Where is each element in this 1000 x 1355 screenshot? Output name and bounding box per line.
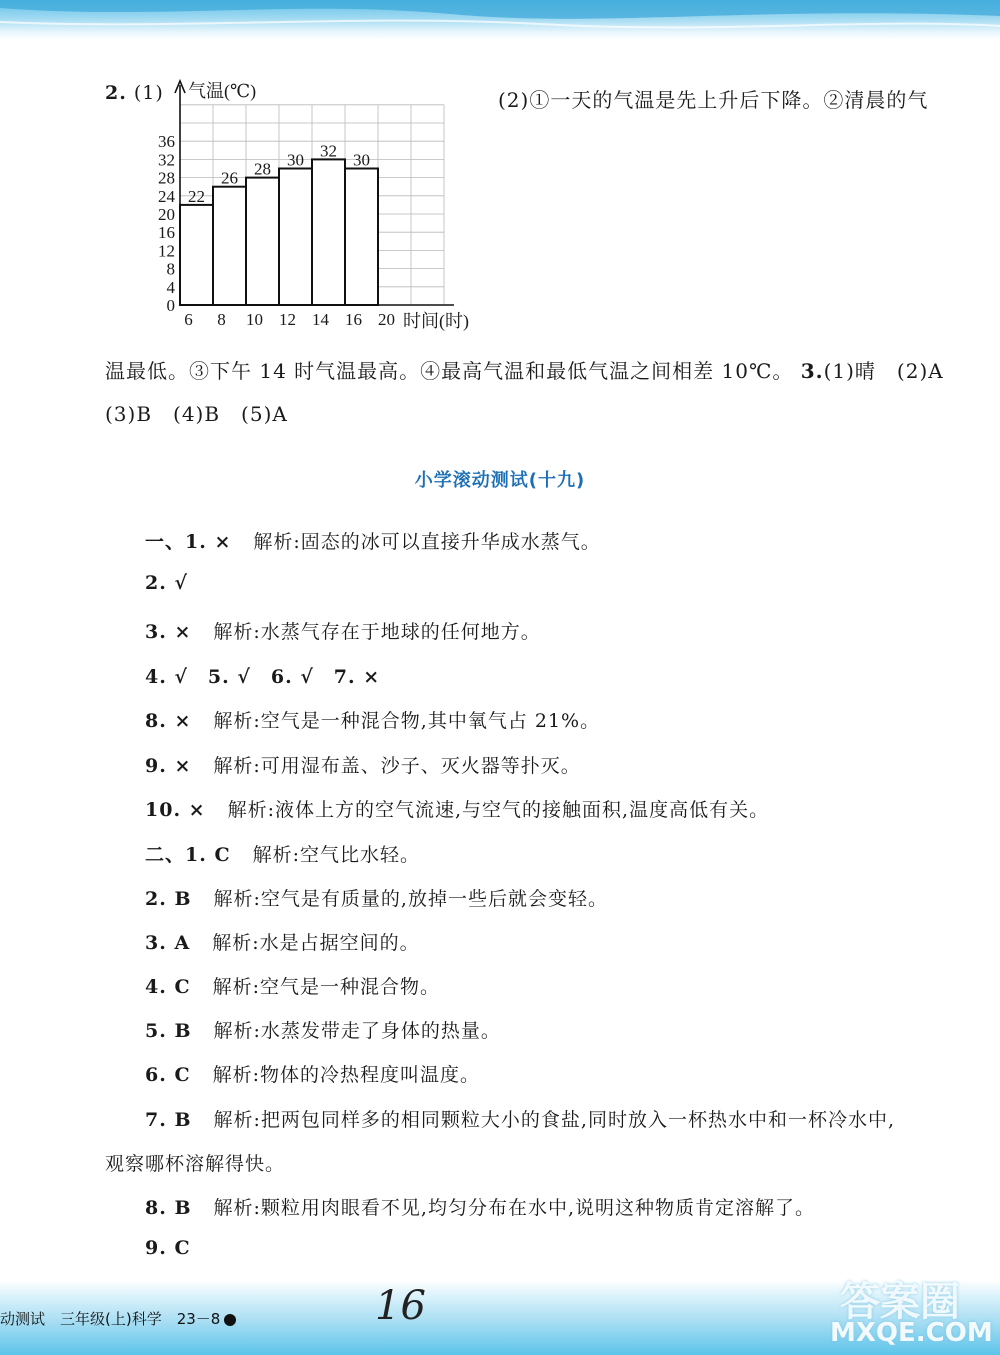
y-tick-label: 32 bbox=[158, 150, 175, 170]
page-number: 16 bbox=[375, 1283, 426, 1329]
chart-bars bbox=[180, 159, 378, 305]
bar-12 bbox=[279, 169, 312, 306]
bar-value-label: 30 bbox=[287, 150, 304, 170]
answer-number: 3. × bbox=[145, 621, 192, 643]
y-tick-label: 16 bbox=[158, 223, 175, 243]
list-item bbox=[145, 1105, 895, 1132]
explanation-text: 解析:水蒸发带走了身体的热量。 bbox=[213, 1020, 501, 1042]
explanation-text: 解析:空气是一种混合物。 bbox=[212, 976, 440, 998]
list-item bbox=[145, 751, 581, 778]
bar-value-label: 30 bbox=[353, 150, 370, 170]
list-item bbox=[145, 662, 380, 689]
list-item bbox=[105, 1149, 285, 1176]
answer-number: 4. C bbox=[145, 976, 191, 998]
x-tick-label: 6 bbox=[184, 310, 193, 329]
explanation-text: 解析:固态的冰可以直接升华成水蒸气。 bbox=[253, 531, 601, 553]
bar-10 bbox=[246, 178, 279, 305]
answer-number: 二、1. C bbox=[145, 844, 231, 866]
answer-number: 9. C bbox=[145, 1237, 191, 1259]
answer-number: 2. √ bbox=[145, 572, 188, 594]
answer-number: 一、1. × bbox=[145, 531, 232, 553]
y-tick-label: 24 bbox=[158, 186, 175, 206]
answer-number: 2. B bbox=[145, 888, 192, 910]
list-item bbox=[145, 1237, 191, 1259]
y-tick-label: 8 bbox=[166, 259, 175, 279]
explanation-text: 解析:把两包同样多的相同颗粒大小的食盐,同时放入一杯热水中和一杯冷水中, bbox=[213, 1109, 895, 1131]
answer-number: 5. B bbox=[145, 1020, 192, 1042]
y-tick-label: 20 bbox=[158, 205, 175, 224]
top-decorative-band bbox=[0, 0, 1000, 40]
temperature-bar-chart bbox=[140, 75, 500, 337]
y-tick-labels bbox=[158, 132, 176, 315]
list-item bbox=[145, 928, 420, 955]
question-2-part-2: (2)①一天的气温是先上升后下降。②清晨的气 bbox=[498, 88, 929, 112]
bar-14 bbox=[312, 159, 345, 305]
bar-value-label: 28 bbox=[254, 159, 271, 179]
bar-value-label: 26 bbox=[221, 168, 238, 188]
list-item bbox=[145, 840, 420, 867]
x-tick-label: 10 bbox=[246, 310, 263, 329]
question-part-1: (1) bbox=[133, 82, 164, 104]
answer-number: 10. × bbox=[145, 799, 206, 821]
explanation-text: 解析:水蒸气存在于地球的任何地方。 bbox=[213, 621, 541, 643]
bar-6 bbox=[180, 205, 213, 305]
list-item bbox=[145, 572, 188, 594]
list-item bbox=[145, 706, 600, 733]
explanation-text: 解析:空气是有质量的,放掉一些后就会变轻。 bbox=[213, 888, 608, 910]
question-2-continuation bbox=[105, 355, 944, 384]
continuation-text: 温最低。③下午 14 时气温最高。④最高气温和最低气温之间相差 10℃。 bbox=[105, 359, 794, 383]
x-tick-label: 8 bbox=[217, 310, 226, 329]
question-3-answers: (1)晴 (2)A bbox=[823, 359, 944, 383]
x-tick-label: 16 bbox=[345, 310, 362, 329]
x-tick-label: 12 bbox=[279, 310, 296, 329]
explanation-text: 解析:颗粒用肉眼看不见,均匀分布在水中,说明这种物质肯定溶解了。 bbox=[213, 1197, 815, 1219]
answer-number: 3. A bbox=[145, 932, 191, 954]
answer-number: 7. B bbox=[145, 1109, 192, 1131]
watermark-text: MXQE.COM bbox=[830, 1318, 993, 1348]
y-tick-label: 36 bbox=[158, 132, 175, 152]
x-tick-labels bbox=[184, 310, 395, 329]
bar-value-label: 22 bbox=[188, 186, 205, 206]
question-number: 2. bbox=[105, 82, 127, 104]
x-axis-label: 时间(时) bbox=[403, 311, 469, 331]
explanation-text: 解析:液体上方的空气流速,与空气的接触面积,温度高低有关。 bbox=[227, 799, 770, 821]
bullet-icon bbox=[224, 1314, 236, 1326]
list-item bbox=[145, 1060, 480, 1087]
list-item bbox=[145, 1016, 501, 1043]
answer-number: 4. √ 5. √ 6. √ 7. × bbox=[145, 666, 381, 688]
footer-text: 动测试 三年级(上)科学 23－8 bbox=[0, 1310, 221, 1328]
list-item bbox=[145, 884, 608, 911]
list-item bbox=[145, 527, 601, 554]
answer-number: 8. B bbox=[145, 1197, 192, 1219]
explanation-text: 解析:空气比水轻。 bbox=[252, 844, 420, 866]
x-tick-label: 20 bbox=[378, 310, 395, 329]
explanation-text: 解析:物体的冷热程度叫温度。 bbox=[212, 1064, 480, 1086]
question-3-answers-line2: (3)B (4)B (5)A bbox=[105, 402, 288, 426]
section-title: 小学滚动测试(十九) bbox=[414, 470, 586, 491]
watermark-logo: 答案圈 bbox=[840, 1279, 960, 1325]
answer-number: 6. C bbox=[145, 1064, 191, 1086]
bar-value-label: 32 bbox=[320, 141, 337, 161]
list-item bbox=[145, 617, 541, 644]
y-tick-label: 28 bbox=[158, 168, 175, 188]
list-item bbox=[145, 972, 440, 999]
bar-16 bbox=[345, 169, 378, 306]
explanation-text: 解析:空气是一种混合物,其中氧气占 21%。 bbox=[213, 710, 601, 732]
footer-info bbox=[0, 1308, 236, 1329]
explanation-text: 解析:可用湿布盖、沙子、灭火器等扑灭。 bbox=[213, 755, 581, 777]
bar-8 bbox=[213, 187, 246, 305]
list-item bbox=[145, 795, 769, 822]
y-axis-label: 气温(℃) bbox=[188, 81, 257, 101]
x-tick-label: 14 bbox=[312, 310, 329, 329]
y-tick-label: 12 bbox=[158, 241, 175, 261]
explanation-text: 观察哪杯溶解得快。 bbox=[105, 1153, 286, 1175]
question-3-number: 3. bbox=[800, 359, 824, 383]
explanation-text: 解析:水是占据空间的。 bbox=[212, 932, 420, 954]
y-tick-label: 0 bbox=[166, 296, 175, 315]
list-item bbox=[145, 1193, 815, 1220]
answer-number: 8. × bbox=[145, 710, 192, 732]
y-tick-label: 4 bbox=[166, 277, 175, 297]
answer-number: 9. × bbox=[145, 755, 192, 777]
